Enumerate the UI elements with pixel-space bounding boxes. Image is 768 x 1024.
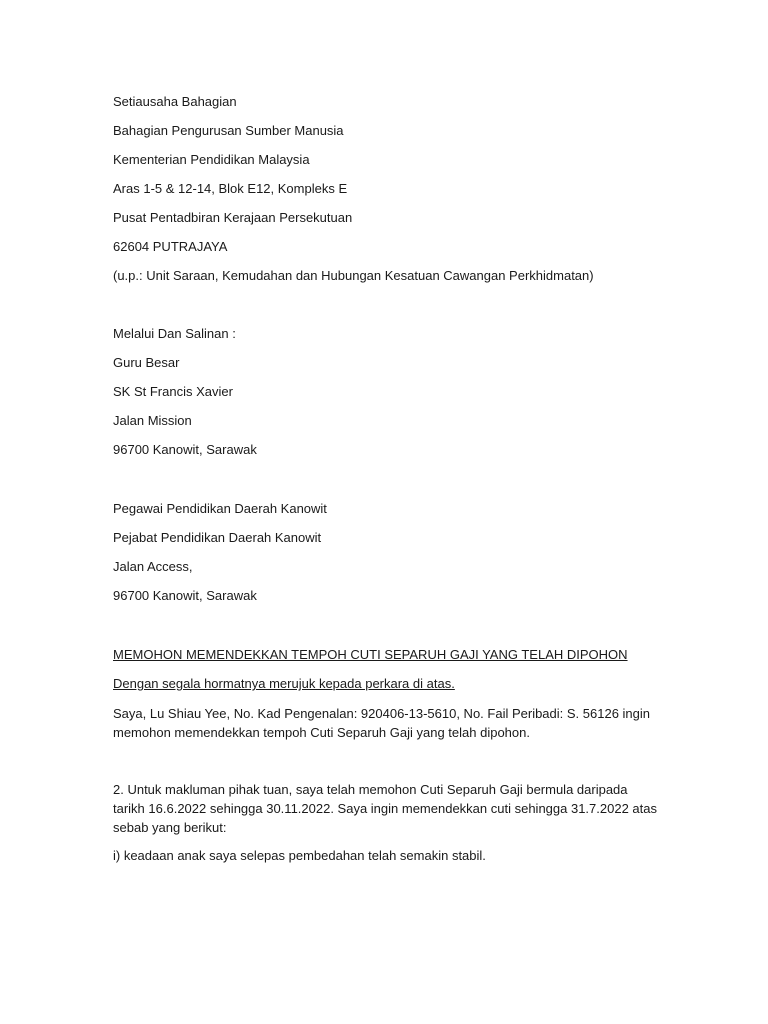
- school-line-2: SK St Francis Xavier: [113, 384, 233, 399]
- district-line-3: Jalan Access,: [113, 559, 193, 574]
- recipient-line-4: Aras 1-5 & 12-14, Blok E12, Kompleks E: [113, 181, 348, 196]
- recipient-line-6: 62604 PUTRAJAYA: [113, 239, 228, 254]
- reason-point-1: i) keadaan anak saya selepas pembedahan telah semakin stabil.: [113, 848, 486, 863]
- district-line-1: Pegawai Pendidikan Daerah Kanowit: [113, 501, 327, 516]
- recipient-line-5: Pusat Pentadbiran Kerajaan Persekutuan: [113, 210, 353, 225]
- paragraph-2: 2. Untuk makluman pihak tuan, saya telah memohon Cuti Separuh Gaji bermula daripada tarikh 16.6.2022 sehingga 30.11.2022. Saya ingin memendekkan cuti sehingga 31.7.2022 atas sebab yang berikut:: [113, 782, 657, 835]
- recipient-attention-line: (u.p.: Unit Saraan, Kemudahan dan Hubungan Kesatuan Cawangan Perkhidmatan): [113, 268, 594, 283]
- letter-subject: MEMOHON MEMENDEKKAN TEMPOH CUTI SEPARUH GAJI YANG TELAH DIPOHON: [113, 647, 628, 662]
- district-line-2: Pejabat Pendidikan Daerah Kanowit: [113, 530, 322, 545]
- recipient-line-2: Bahagian Pengurusan Sumber Manusia: [113, 123, 344, 138]
- school-line-1: Guru Besar: [113, 355, 180, 370]
- copy-to-heading: Melalui Dan Salinan :: [113, 326, 236, 341]
- district-line-4: 96700 Kanowit, Sarawak: [113, 588, 257, 603]
- recipient-line-1: Setiausaha Bahagian: [113, 94, 237, 109]
- school-line-3: Jalan Mission: [113, 413, 192, 428]
- opening-line: Dengan segala hormatnya merujuk kepada perkara di atas.: [113, 676, 455, 691]
- recipient-line-3: Kementerian Pendidikan Malaysia: [113, 152, 310, 167]
- school-line-4: 96700 Kanowit, Sarawak: [113, 442, 257, 457]
- paragraph-1: Saya, Lu Shiau Yee, No. Kad Pengenalan: 920406-13-5610, No. Fail Peribadi: S. 56126 ingin memohon memendekkan tempoh Cuti Separuh Gaji yang telah dipohon.: [113, 706, 651, 740]
